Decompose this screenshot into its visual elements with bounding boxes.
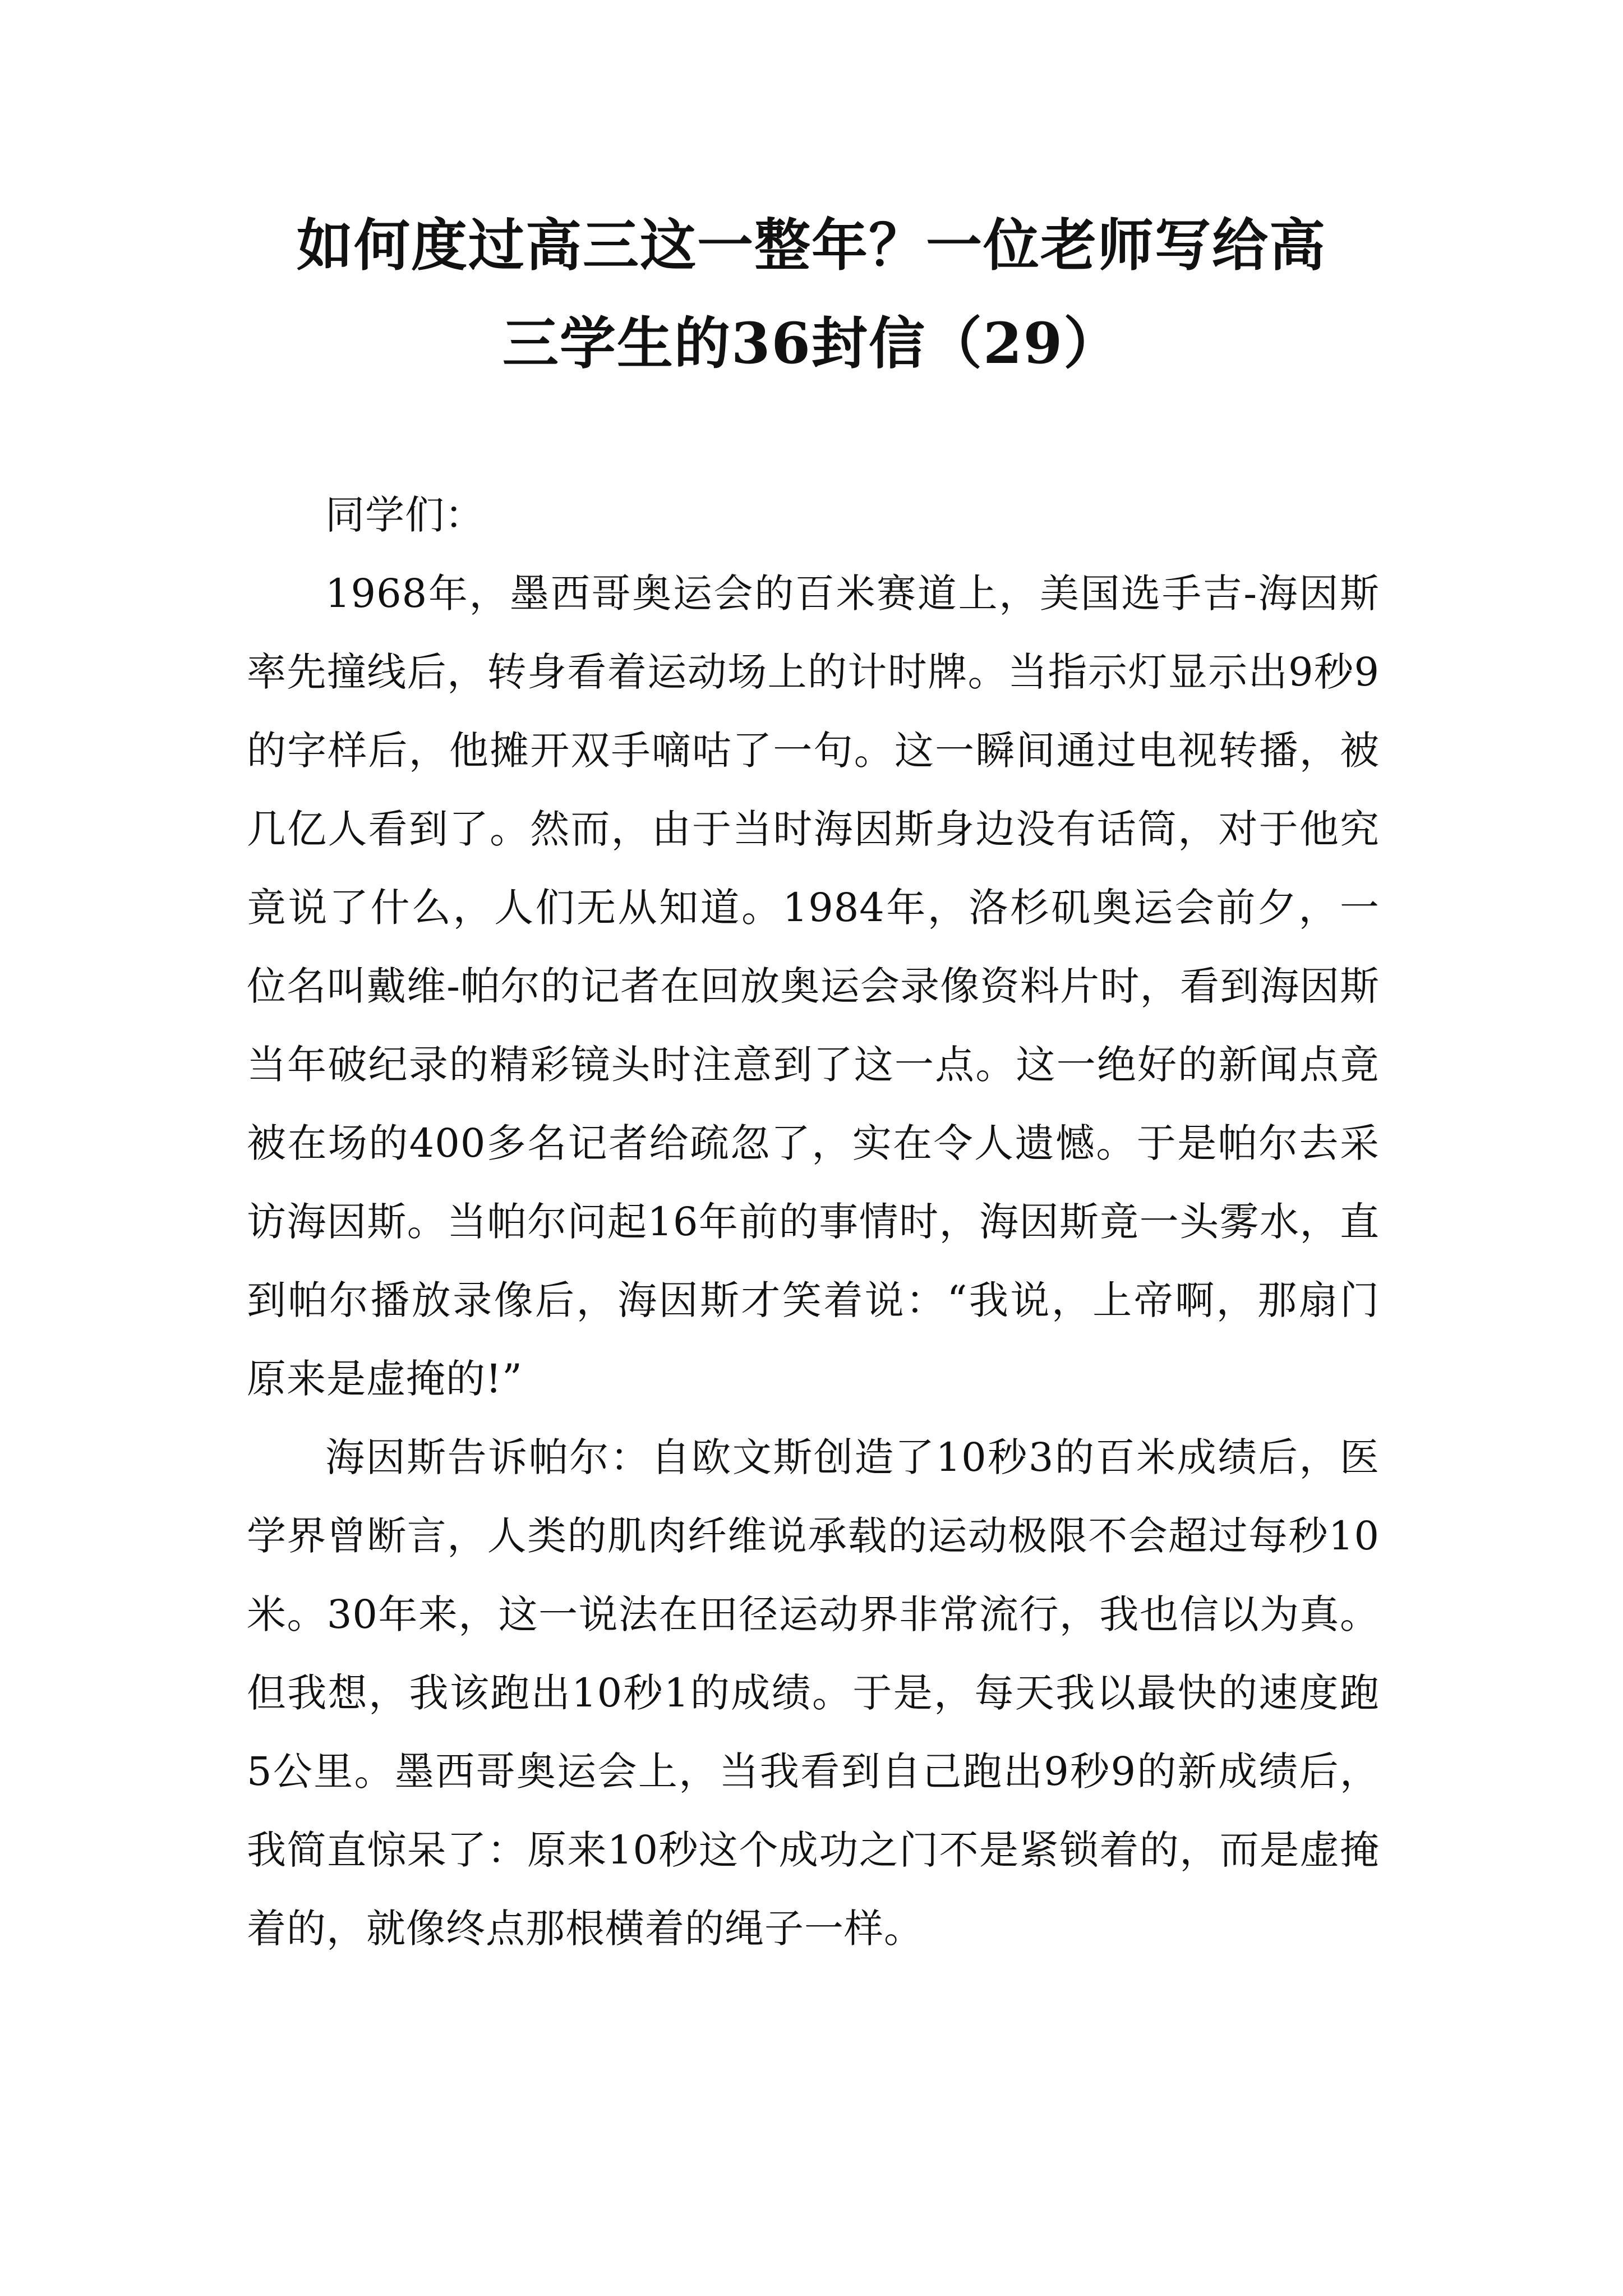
paragraph-1: 1968年，墨西哥奥运会的百米赛道上，美国选手吉-海因斯率先撞线后，转身看着运动场上的计时牌。当指示灯显示出9秒9的字样后，他摊开双手嘀咕了一句。这一瞬间通过电视转播，被几亿人看到了。然而，由于当时海因斯身边没有话筒，对于他究竟说了什么，人们无从知道。1984年，洛杉矶奥运会前夕，一位名叫戴维-帕尔的记者在回放奥运会录像资料片时，看到海因斯当年破纪录的精彩镜头时注意到了这一点。这一绝好的新闻点竟被在场的400多名记者给疏忽了，实在令人遗憾。于是帕尔去采访海因斯。当帕尔问起16年前的事情时，海因斯竟一头雾水，直到帕尔播放录像后，海因斯才笑着说：“我说，上帝啊，那扇门原来是虚掩的!” xyxy=(247,570,1380,1402)
letter-body xyxy=(247,476,1380,1968)
salutation: 同学们： xyxy=(325,492,485,538)
paragraph-2: 海因斯告诉帕尔：自欧文斯创造了10秒3的百米成绩后，医学界曾断言，人类的肌肉纤维说承载的运动极限不会超过每秒10米。30年来，这一说法在田径运动界非常流行，我也信以为真。但我想，我该跑出10秒1的成绩。于是，每天我以最快的速度跑5公里。墨西哥奥运会上，当我看到自己跑出9秒9的新成绩后，我简直惊呆了：原来10秒这个成功之门不是紧锁着的，而是虚掩着的，就像终点那根横着的绳子一样。 xyxy=(247,1434,1380,1952)
title-line-2: 三学生的36封信（29） xyxy=(502,310,1121,376)
title-line-1: 如何度过高三这一整年？一位老师写给高 xyxy=(297,212,1326,278)
document-title xyxy=(241,196,1382,393)
